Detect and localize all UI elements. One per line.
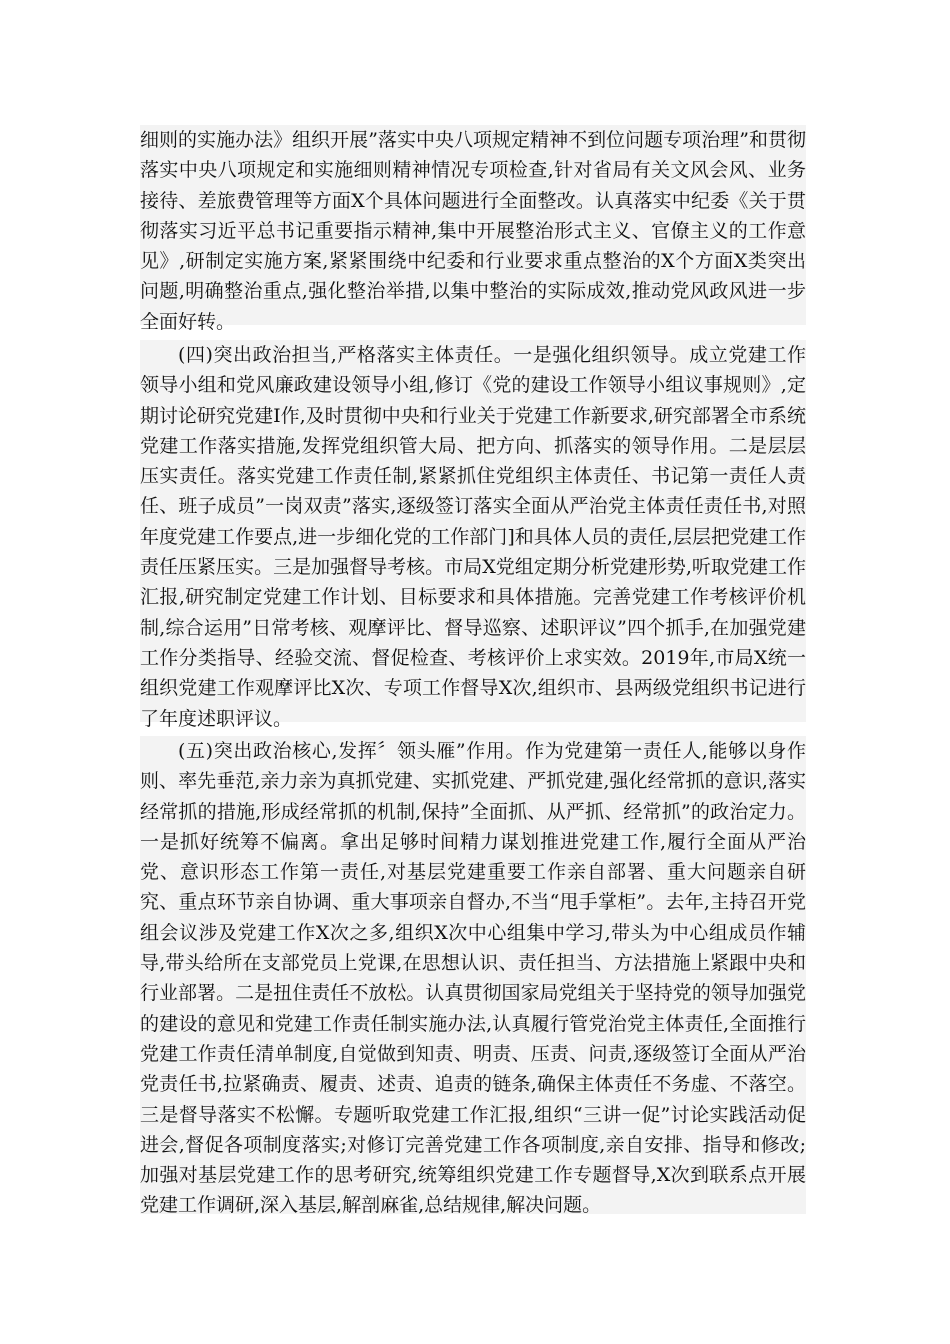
text-block-section-five — [140, 736, 806, 1217]
text-block-section-four — [140, 340, 806, 730]
paragraph-continuation: 细则的实施办法》组织开展”落实中央八项规定精神不到位问题专项治理”和贯彻落实中央八项规定和实施细则精神情况专项检查,针对省局有关文风会风、业务接待、差旅费管理等方面X个具体问题进行全面整改。认真落实中纪委《关于贯彻落实习近平总书记重要指示精神,集中开展整治形式主义、官僚主义的工作意见》,研制定实施方案,紧紧围绕中纪委和行业要求重点整治的X个方面X类突出问题,明确整治重点,强化整治举措,以集中整治的实际成效,推动党风政风进一步全面好转。 — [140, 129, 806, 333]
paragraph-section-four: (四)突出政治担当,严格落实主体责任。一是强化组织领导。成立党建工作领导小组和党风廉政建设领导小组,修订《党的建设工作领导小组议事规则》,定期讨论研究党建Ⅰ作,及时贯彻中央和行业关于党建工作新要求,研究部署全市系统党建工作落实措施,发挥党组织管大局、把方向、抓落实的领导作用。二是层层压实责任。落实党建工作责任制,紧紧抓住党组织主体责任、书记第一责任人责任、班子成员”一岗双责”落实,逐级签订落实全面从严治党主体责任责任书,对照年度党建工作要点,进一步细化党的工作部门]和具体人员的责任,层层把党建工作责任压紧压实。三是加强督导考核。市局X党组定期分析党建形势,听取党建工作汇报,研究制定党建工作计划、目标要求和具体措施。完善党建工作考核评价机制,综合运用”日常考核、观摩评比、督导巡察、述职评议”四个抓手,在加强党建工作分类指导、经验交流、督促检查、考核评价上求实效。2019年,市局X统一组织党建工作观摩评比X次、专项工作督导X次,组织市、县两级党组织书记进行了年度述职评议。 — [140, 344, 806, 730]
paragraph-section-five: (五)突出政治核心,发挥〞领头雁”作用。作为党建第一责任人,能够以身作则、率先垂范,亲力亲为真抓党建、实抓党建、严抓党建,强化经常抓的意识,落实经常抓的措施,形成经常抓的机制,保持”全面抓、从严抓、经常抓”的政治定力。一是抓好统筹不偏离。拿出足够时间精力谋划推进党建工作,履行全面从严治党、意识形态工作第一责任,对基层党建重要工作亲自部署、重大问题亲自研究、重点环节亲自协调、重大事项亲自督办,不当“甩手掌柜”。去年,主持召开党组会议涉及党建工作X次之多,组织X次中心组集中学习,带头为中心组成员作辅导,带头给所在支部党员上党课,在思想认识、责任担当、方法措施上紧跟中央和行业部署。二是扭住责任不放松。认真贯彻国家局党组关于坚持党的领导加强党的建设的意见和党建工作责任制实施办法,认真履行管党治党主体责任,全面推行党建工作责任清单制度,自觉做到知责、明责、压责、问责,逐级签订全面从严治党责任书,拉紧确责、履责、述责、追责的链条,确保主体责任不务虚、不落空。三是督导落实不松懈。专题听取党建工作汇报,组织“三讲一促”讨论实践活动促进会,督促各项制度落实;对修订完善党建工作各项制度,亲自安排、指导和修改;加强对基层党建工作的思考研究,统筹组织党建工作专题督导,X次到联系点开展党建工作调研,深入基层,解剖麻雀,总结规律,解决问题。 — [140, 740, 806, 1217]
text-block-continuation — [140, 125, 806, 333]
